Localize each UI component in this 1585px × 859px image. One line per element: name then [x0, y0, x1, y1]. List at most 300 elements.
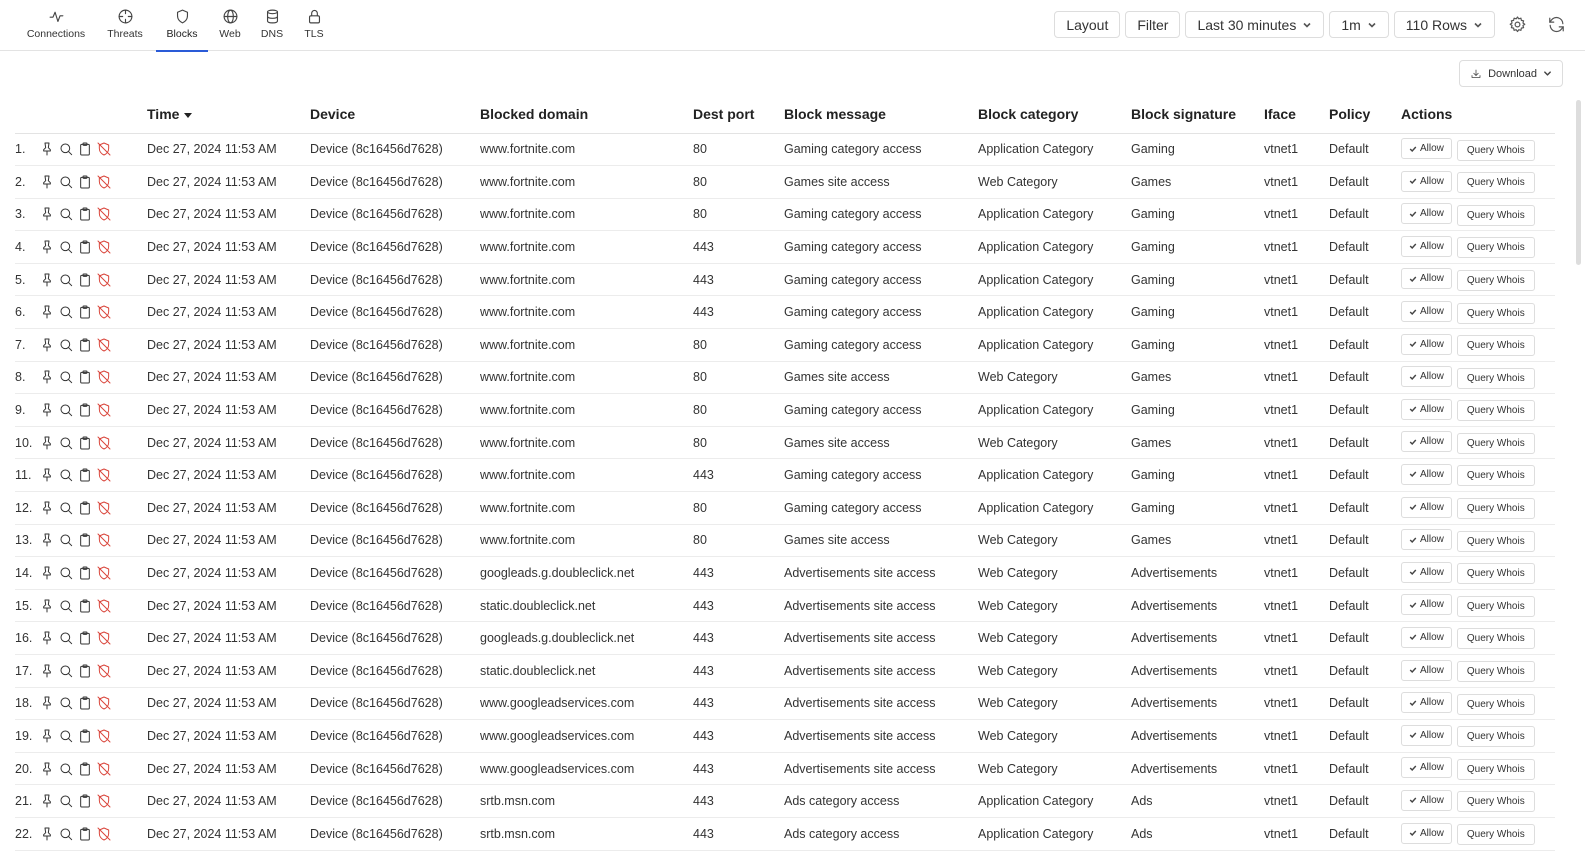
allow-button[interactable] [1401, 268, 1452, 289]
check-icon [1409, 438, 1417, 446]
vertical-scrollbar[interactable] [1576, 100, 1581, 265]
pin-icon[interactable] [39, 239, 55, 255]
clipboard-icon[interactable] [77, 304, 93, 320]
pin-icon[interactable] [39, 630, 55, 646]
clipboard-icon[interactable] [77, 435, 93, 451]
allow-label: Allow [1420, 729, 1444, 741]
allow-button[interactable] [1401, 562, 1452, 583]
check-icon [1409, 242, 1417, 250]
unblock-icon[interactable] [96, 826, 112, 842]
cell-blocked-domain: static.doubleclick.net [480, 655, 693, 688]
cell-dest-port: 80 [693, 329, 784, 362]
cell-block-signature: Gaming [1131, 459, 1264, 492]
tab-dns[interactable] [252, 0, 292, 51]
cell-block-message: Gaming category access [784, 492, 978, 525]
cell-actions [1401, 198, 1555, 231]
tab-label: Connections [26, 28, 86, 40]
row-action-icons [39, 793, 147, 809]
unblock-icon[interactable] [96, 728, 112, 744]
search-icon[interactable] [58, 467, 74, 483]
query-whois-button[interactable]: Query Whois [1457, 791, 1535, 812]
cell-device: Device (8c16456d7628) [310, 557, 480, 590]
search-icon[interactable] [58, 337, 74, 353]
row-number: 1. [15, 133, 39, 166]
layout-button[interactable]: Layout [1054, 11, 1120, 38]
row-action-icons [39, 435, 147, 451]
clipboard-icon[interactable] [77, 272, 93, 288]
cell-block-category: Application Category [978, 296, 1131, 329]
settings-button[interactable] [1500, 11, 1534, 38]
pin-icon[interactable] [39, 337, 55, 353]
cell-device: Device (8c16456d7628) [310, 785, 480, 818]
allow-label: Allow [1420, 240, 1444, 252]
cell-time: Dec 27, 2024 11:53 AM [147, 557, 310, 590]
cell-iface: vtnet1 [1264, 296, 1329, 329]
unblock-icon[interactable] [96, 141, 112, 157]
database-icon [264, 8, 281, 25]
cell-device: Device (8c16456d7628) [310, 263, 480, 296]
clipboard-icon[interactable] [77, 141, 93, 157]
cell-dest-port: 443 [693, 231, 784, 264]
pin-icon[interactable] [39, 598, 55, 614]
row-number: 20. [15, 752, 39, 785]
cell-block-message: Advertisements site access [784, 687, 978, 720]
query-whois-button[interactable]: Query Whois [1457, 824, 1535, 845]
allow-button[interactable] [1401, 464, 1452, 485]
unblock-icon[interactable] [96, 337, 112, 353]
cell-actions [1401, 524, 1555, 557]
clipboard-icon[interactable] [77, 826, 93, 842]
query-whois-button[interactable]: Query Whois [1457, 237, 1535, 258]
cell-blocked-domain: www.fortnite.com [480, 524, 693, 557]
cell-block-category: Application Category [978, 459, 1131, 492]
cell-blocked-domain: www.fortnite.com [480, 263, 693, 296]
column-header-device[interactable]: Device [310, 96, 480, 133]
cell-dest-port: 80 [693, 492, 784, 525]
cell-block-message: Gaming category access [784, 133, 978, 166]
search-icon[interactable] [58, 728, 74, 744]
row-action-icons [39, 695, 147, 711]
pin-icon[interactable] [39, 728, 55, 744]
interval-select[interactable] [1329, 11, 1388, 38]
check-icon [1409, 699, 1417, 707]
clipboard-icon[interactable] [77, 761, 93, 777]
cell-dest-port: 443 [693, 785, 784, 818]
table-row [15, 720, 1555, 753]
row-action-icons [39, 141, 147, 157]
clipboard-icon[interactable] [77, 695, 93, 711]
column-header-dest-port[interactable]: Dest port [693, 96, 784, 133]
search-icon[interactable] [58, 826, 74, 842]
unblock-icon[interactable] [96, 304, 112, 320]
cell-actions [1401, 752, 1555, 785]
search-icon[interactable] [58, 206, 74, 222]
clipboard-icon[interactable] [77, 337, 93, 353]
query-whois-button[interactable]: Query Whois [1457, 661, 1535, 682]
query-whois-button[interactable]: Query Whois [1457, 759, 1535, 780]
cell-actions [1401, 231, 1555, 264]
row-action-icons [39, 826, 147, 842]
cell-time: Dec 27, 2024 11:53 AM [147, 817, 310, 850]
cell-time: Dec 27, 2024 11:53 AM [147, 524, 310, 557]
cell-time: Dec 27, 2024 11:53 AM [147, 785, 310, 818]
clipboard-icon[interactable] [77, 500, 93, 516]
check-icon [1409, 405, 1417, 413]
query-whois-button[interactable]: Query Whois [1457, 694, 1535, 715]
allow-button[interactable] [1401, 692, 1452, 713]
clipboard-icon[interactable] [77, 598, 93, 614]
cell-iface: vtnet1 [1264, 785, 1329, 818]
clipboard-icon[interactable] [77, 239, 93, 255]
query-whois-button[interactable]: Query Whois [1457, 270, 1535, 291]
allow-button[interactable] [1401, 203, 1452, 224]
allow-button[interactable] [1401, 790, 1452, 811]
unblock-icon[interactable] [96, 174, 112, 190]
allow-button[interactable] [1401, 301, 1452, 322]
clipboard-icon[interactable] [77, 369, 93, 385]
unblock-icon[interactable] [96, 239, 112, 255]
cell-blocked-domain: srtb.msn.com [480, 785, 693, 818]
allow-label: Allow [1420, 697, 1444, 709]
clipboard-icon[interactable] [77, 402, 93, 418]
unblock-icon[interactable] [96, 206, 112, 222]
allow-button[interactable] [1401, 627, 1452, 648]
pin-icon[interactable] [39, 369, 55, 385]
unblock-icon[interactable] [96, 500, 112, 516]
allow-button[interactable] [1401, 497, 1452, 518]
cell-time: Dec 27, 2024 11:53 AM [147, 589, 310, 622]
query-whois-button[interactable]: Query Whois [1457, 172, 1535, 193]
search-icon[interactable] [58, 761, 74, 777]
query-whois-button[interactable]: Query Whois [1457, 628, 1535, 649]
unblock-icon[interactable] [96, 435, 112, 451]
cell-actions [1401, 622, 1555, 655]
cell-policy: Default [1329, 687, 1401, 720]
search-icon[interactable] [58, 500, 74, 516]
unblock-icon[interactable] [96, 761, 112, 777]
allow-button[interactable] [1401, 366, 1452, 387]
clipboard-icon[interactable] [77, 728, 93, 744]
cell-actions [1401, 426, 1555, 459]
allow-button[interactable] [1401, 171, 1452, 192]
allow-label: Allow [1420, 436, 1444, 448]
cell-actions [1401, 166, 1555, 199]
clipboard-icon[interactable] [77, 206, 93, 222]
unblock-icon[interactable] [96, 467, 112, 483]
query-whois-button[interactable]: Query Whois [1457, 400, 1535, 421]
table-row [15, 655, 1555, 688]
allow-button[interactable] [1401, 594, 1452, 615]
cell-blocked-domain: googleads.g.doubleclick.net [480, 557, 693, 590]
cell-device: Device (8c16456d7628) [310, 524, 480, 557]
table-row [15, 752, 1555, 785]
clipboard-icon[interactable] [77, 565, 93, 581]
query-whois-button[interactable]: Query Whois [1457, 303, 1535, 324]
table-row [15, 687, 1555, 720]
interval-value: 1m [1341, 16, 1361, 33]
pin-icon[interactable] [39, 467, 55, 483]
row-number: 18. [15, 687, 39, 720]
cell-device: Device (8c16456d7628) [310, 394, 480, 427]
pin-icon[interactable] [39, 793, 55, 809]
lock-icon [306, 8, 323, 25]
tab-threats[interactable] [94, 0, 156, 51]
search-icon[interactable] [58, 239, 74, 255]
chevron-down-icon [1302, 20, 1312, 30]
table-row [15, 622, 1555, 655]
cell-actions [1401, 296, 1555, 329]
cell-blocked-domain: www.fortnite.com [480, 459, 693, 492]
clipboard-icon[interactable] [77, 174, 93, 190]
cell-dest-port: 80 [693, 524, 784, 557]
search-icon[interactable] [58, 402, 74, 418]
search-icon[interactable] [58, 565, 74, 581]
cell-time: Dec 27, 2024 11:53 AM [147, 426, 310, 459]
cell-policy: Default [1329, 296, 1401, 329]
cell-iface: vtnet1 [1264, 394, 1329, 427]
cell-time: Dec 27, 2024 11:53 AM [147, 198, 310, 231]
row-number: 14. [15, 557, 39, 590]
row-number: 5. [15, 263, 39, 296]
search-icon[interactable] [58, 304, 74, 320]
allow-button[interactable] [1401, 529, 1452, 550]
row-action-icons [39, 598, 147, 614]
cell-iface: vtnet1 [1264, 198, 1329, 231]
cell-iface: vtnet1 [1264, 492, 1329, 525]
row-action-icons [39, 304, 147, 320]
cell-dest-port: 80 [693, 394, 784, 427]
unblock-icon[interactable] [96, 565, 112, 581]
rows-select[interactable] [1394, 11, 1495, 38]
cell-policy: Default [1329, 622, 1401, 655]
cell-policy: Default [1329, 492, 1401, 525]
search-icon[interactable] [58, 663, 74, 679]
refresh-button[interactable] [1539, 11, 1573, 38]
cell-block-category: Application Category [978, 394, 1131, 427]
table-row [15, 133, 1555, 166]
tab-label: DNS [260, 28, 284, 40]
unblock-icon[interactable] [96, 598, 112, 614]
cell-dest-port: 443 [693, 263, 784, 296]
row-number: 21. [15, 785, 39, 818]
cell-device: Device (8c16456d7628) [310, 459, 480, 492]
column-header-time[interactable] [147, 96, 310, 133]
cell-iface: vtnet1 [1264, 687, 1329, 720]
clipboard-icon[interactable] [77, 793, 93, 809]
time-range-value: Last 30 minutes [1197, 16, 1297, 33]
allow-button[interactable] [1401, 334, 1452, 355]
query-whois-button[interactable]: Query Whois [1457, 433, 1535, 454]
pin-icon[interactable] [39, 565, 55, 581]
cell-block-signature: Games [1131, 426, 1264, 459]
cell-actions [1401, 394, 1555, 427]
clipboard-icon[interactable] [77, 630, 93, 646]
pin-icon[interactable] [39, 435, 55, 451]
unblock-icon[interactable] [96, 793, 112, 809]
query-whois-button[interactable]: Query Whois [1457, 563, 1535, 584]
table-row [15, 817, 1555, 850]
shield-icon [174, 8, 191, 25]
search-icon[interactable] [58, 695, 74, 711]
unblock-icon[interactable] [96, 630, 112, 646]
pin-icon[interactable] [39, 402, 55, 418]
cell-device: Device (8c16456d7628) [310, 231, 480, 264]
query-whois-button[interactable]: Query Whois [1457, 531, 1535, 552]
cell-block-signature: Advertisements [1131, 752, 1264, 785]
unblock-icon[interactable] [96, 369, 112, 385]
allow-label: Allow [1420, 208, 1444, 220]
cell-actions [1401, 263, 1555, 296]
pin-icon[interactable] [39, 826, 55, 842]
search-icon[interactable] [58, 174, 74, 190]
row-number: 13. [15, 524, 39, 557]
table-row [15, 589, 1555, 622]
cell-block-message: Advertisements site access [784, 752, 978, 785]
search-icon[interactable] [58, 141, 74, 157]
clipboard-icon[interactable] [77, 467, 93, 483]
allow-button[interactable] [1401, 236, 1452, 257]
pin-icon[interactable] [39, 663, 55, 679]
allow-button[interactable] [1401, 660, 1452, 681]
allow-button[interactable] [1401, 757, 1452, 778]
filter-button[interactable]: Filter [1125, 11, 1180, 38]
column-header-block-category[interactable]: Block category [978, 96, 1131, 133]
table-row [15, 231, 1555, 264]
tab-blocks[interactable] [156, 0, 208, 51]
cell-block-signature: Gaming [1131, 231, 1264, 264]
unblock-icon[interactable] [96, 663, 112, 679]
cell-blocked-domain: www.fortnite.com [480, 492, 693, 525]
pin-icon[interactable] [39, 206, 55, 222]
allow-button[interactable] [1401, 725, 1452, 746]
pin-icon[interactable] [39, 174, 55, 190]
column-header-block-signature[interactable]: Block signature [1131, 96, 1264, 133]
clipboard-icon[interactable] [77, 532, 93, 548]
allow-button[interactable] [1401, 823, 1452, 844]
check-icon [1409, 470, 1417, 478]
row-number: 15. [15, 589, 39, 622]
search-icon[interactable] [58, 435, 74, 451]
column-header-policy[interactable]: Policy [1329, 96, 1401, 133]
pin-icon[interactable] [39, 761, 55, 777]
cell-policy: Default [1329, 655, 1401, 688]
cell-block-message: Advertisements site access [784, 655, 978, 688]
query-whois-button[interactable]: Query Whois [1457, 465, 1535, 486]
search-icon[interactable] [58, 532, 74, 548]
download-button[interactable] [1459, 60, 1563, 87]
cell-dest-port: 443 [693, 459, 784, 492]
pin-icon[interactable] [39, 272, 55, 288]
cell-blocked-domain: www.fortnite.com [480, 394, 693, 427]
query-whois-button[interactable]: Query Whois [1457, 368, 1535, 389]
unblock-icon[interactable] [96, 272, 112, 288]
cell-block-signature: Gaming [1131, 329, 1264, 362]
row-number: 17. [15, 655, 39, 688]
allow-button[interactable] [1401, 431, 1452, 452]
cell-blocked-domain: static.doubleclick.net [480, 589, 693, 622]
allow-label: Allow [1420, 306, 1444, 318]
allow-button[interactable] [1401, 138, 1452, 159]
tab-label: Threats [107, 28, 143, 40]
query-whois-button[interactable]: Query Whois [1457, 205, 1535, 226]
tab-connections[interactable] [18, 0, 94, 51]
unblock-icon[interactable] [96, 695, 112, 711]
table-row [15, 198, 1555, 231]
unblock-icon[interactable] [96, 532, 112, 548]
cell-policy: Default [1329, 459, 1401, 492]
cell-block-category: Application Category [978, 231, 1131, 264]
pin-icon[interactable] [39, 532, 55, 548]
cell-actions [1401, 329, 1555, 362]
check-icon [1409, 764, 1417, 772]
cell-iface: vtnet1 [1264, 263, 1329, 296]
check-icon [1409, 177, 1417, 185]
tab-web[interactable] [208, 0, 252, 51]
query-whois-button[interactable]: Query Whois [1457, 498, 1535, 519]
cell-blocked-domain: www.fortnite.com [480, 231, 693, 264]
query-whois-button[interactable]: Query Whois [1457, 596, 1535, 617]
search-icon[interactable] [58, 369, 74, 385]
cell-block-category: Application Category [978, 817, 1131, 850]
chevron-down-icon [1543, 69, 1552, 78]
check-icon [1409, 601, 1417, 609]
cell-block-signature: Advertisements [1131, 622, 1264, 655]
cell-blocked-domain: www.fortnite.com [480, 133, 693, 166]
search-icon[interactable] [58, 272, 74, 288]
allow-button[interactable] [1401, 399, 1452, 420]
cell-iface: vtnet1 [1264, 524, 1329, 557]
search-icon[interactable] [58, 598, 74, 614]
pin-icon[interactable] [39, 695, 55, 711]
allow-label: Allow [1420, 827, 1444, 839]
query-whois-button[interactable]: Query Whois [1457, 140, 1535, 161]
cell-policy: Default [1329, 231, 1401, 264]
row-action-icons [39, 630, 147, 646]
table-header-row [15, 96, 1555, 133]
column-header-block-message[interactable]: Block message [784, 96, 978, 133]
allow-label: Allow [1420, 501, 1444, 513]
cell-device: Device (8c16456d7628) [310, 133, 480, 166]
cell-time: Dec 27, 2024 11:53 AM [147, 752, 310, 785]
search-icon[interactable] [58, 793, 74, 809]
cell-dest-port: 443 [693, 687, 784, 720]
column-header-blocked-domain[interactable]: Blocked domain [480, 96, 693, 133]
pin-icon[interactable] [39, 141, 55, 157]
cell-device: Device (8c16456d7628) [310, 720, 480, 753]
pin-icon[interactable] [39, 500, 55, 516]
query-whois-button[interactable]: Query Whois [1457, 726, 1535, 747]
cell-iface: vtnet1 [1264, 133, 1329, 166]
crosshair-icon [117, 8, 134, 25]
column-header-iface[interactable]: Iface [1264, 96, 1329, 133]
cell-time: Dec 27, 2024 11:53 AM [147, 361, 310, 394]
unblock-icon[interactable] [96, 402, 112, 418]
row-number: 10. [15, 426, 39, 459]
cell-block-category: Application Category [978, 263, 1131, 296]
pin-icon[interactable] [39, 304, 55, 320]
clipboard-icon[interactable] [77, 663, 93, 679]
tab-tls[interactable] [292, 0, 336, 51]
time-range-select[interactable] [1185, 11, 1324, 38]
allow-label: Allow [1420, 599, 1444, 611]
cell-block-signature: Gaming [1131, 263, 1264, 296]
query-whois-button[interactable]: Query Whois [1457, 335, 1535, 356]
search-icon[interactable] [58, 630, 74, 646]
row-action-icons [39, 663, 147, 679]
cell-dest-port: 443 [693, 622, 784, 655]
row-number: 6. [15, 296, 39, 329]
check-icon [1409, 731, 1417, 739]
